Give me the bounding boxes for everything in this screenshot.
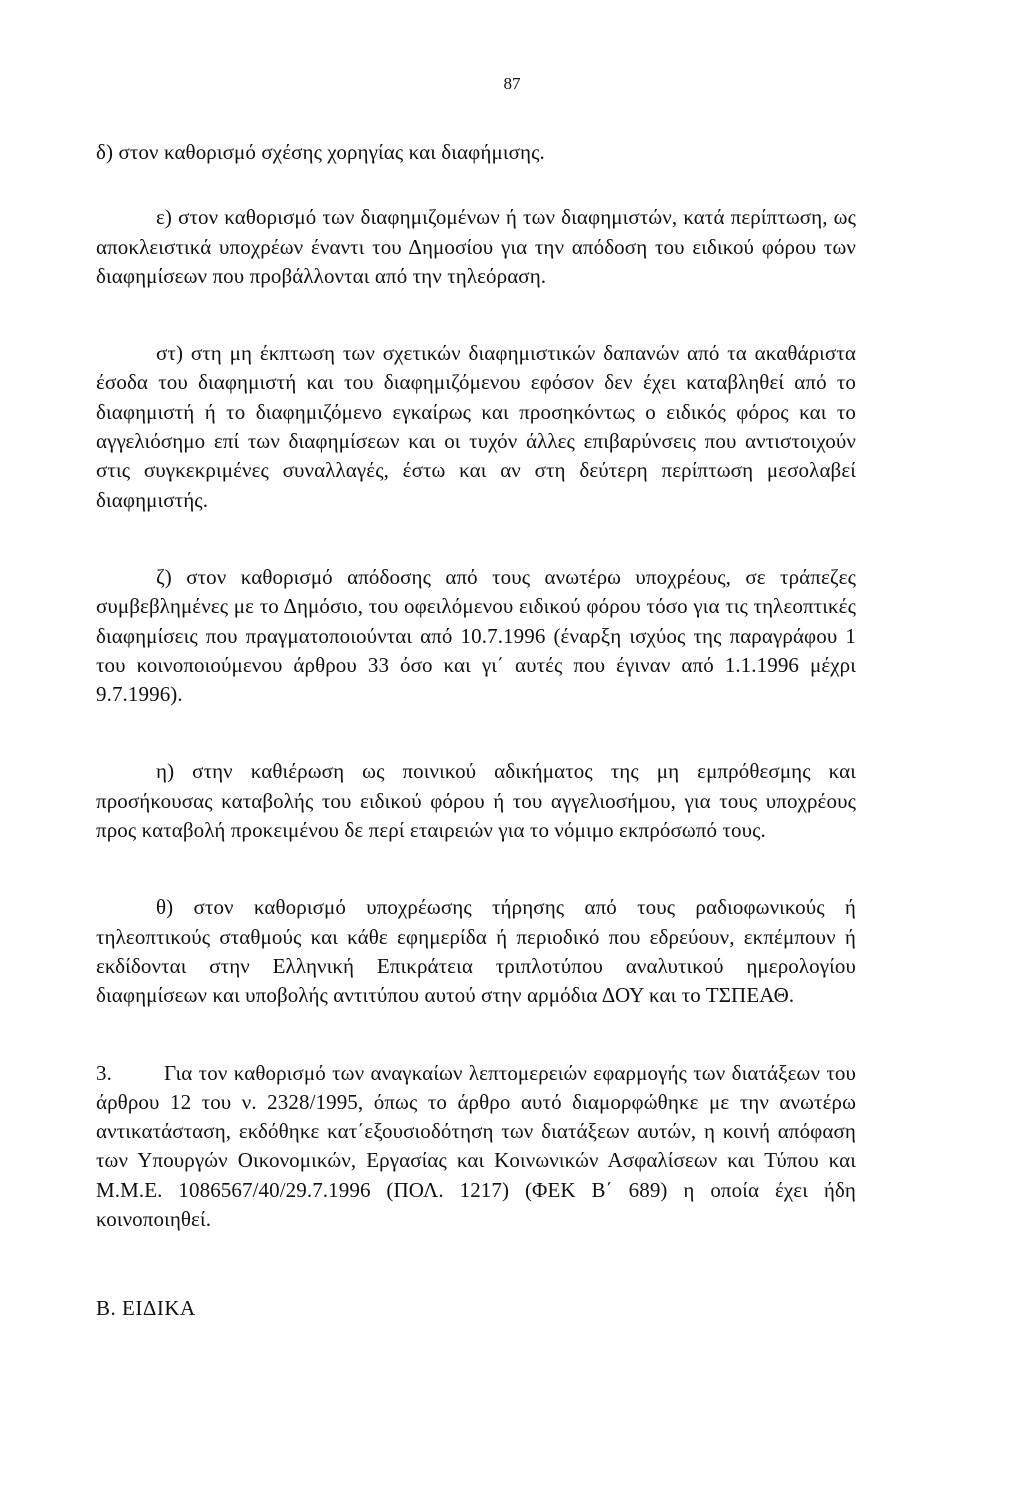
page-number: 87 [503,74,521,93]
paragraph-text: Για τον καθορισμό των αναγκαίων λεπτομερειών εφαρμογής των διατάξεων του άρθρου 12 του ν. 2328/1995, όπως το άρθρο αυτό διαμορφώθηκε με την ανωτέρω αντικατάσταση, εκδόθηκε κατ΄εξουσιοδότηση των διατάξεων αυτών, η κοινή απόφαση των Υπουργών Οικονομικών, Εργασίας και Κοινωνικών Ασφαλίσεων και Τύπου και Μ.Μ.Ε. 1086567/40/29.7.1996 (ΠΟΛ. 1217) (ΦΕΚ Β΄ 689) η οποία έχει ήδη κοινοποιηθεί. [96,1060,856,1232]
document-body [96,138,856,1324]
paragraph-eta: η) στην καθιέρωση ως ποινικού αδικήματος της μη εμπρόθεσμης και προσήκουσας καταβολής του ειδικού φόρου ή του αγγελιοσήμου, για τους υποχρέους προς καταβολή προκειμένου δε περί εταιρειών για το νόμιμο εκπρόσωπό τους. [96,759,856,843]
paragraph-st: στ) στη μη έκπτωση των σχετικών διαφημιστικών δαπανών από τα ακαθάριστα έσοδα του διαφημιστή και του διαφημιζόμενου εφόσον δεν έχει καταβληθεί από το διαφημιστή ή το διαφημιζόμενο εγκαίρως και προσηκόντως ο ειδικός φόρος και το αγγελιόσημο επί των διαφημίσεων και οι τυχόν άλλες επιβαρύνσεις που αντιστοιχούν στις συγκεκριμένες συναλλαγές, έστω και αν στη δεύτερη περίπτωση μεσολαβεί διαφημιστής. [96,341,856,512]
numbered-paragraph-3 [96,1059,856,1235]
paragraph-delta: δ) στον καθορισμό σχέσης χορηγίας και διαφήμισης. [96,140,545,164]
paragraph-number: 3. [96,1060,112,1085]
section-heading: Β. ΕΙΔΙΚΑ [96,1296,196,1321]
paragraph-epsilon: ε) στον καθορισμό των διαφημιζομένων ή των διαφημιστών, κατά περίπτωση, ως αποκλειστικά υποχρέων έναντι του Δημοσίου για την απόδοση του ειδικού φόρου των διαφημίσεων που προβάλλονται από την τηλεόραση. [96,205,856,288]
paragraph-theta: θ) στον καθορισμό υποχρέωσης τήρησης από τους ραδιοφωνικούς ή τηλεοπτικούς σταθμούς και κάθε εφημερίδα ή περιοδικό που εδρεύουν, εκπέμπουν ή εκδίδονται στην Ελληνική Επικράτεια τριπλοτύπου αναλυτικού ημερολογίου διαφημίσεων και υποβολής αντιτύπου αυτού στην αρμόδια ΔΟΥ και το ΤΣΠΕΑΘ. [96,895,856,1008]
paragraph-zeta: ζ) στον καθορισμό απόδοσης από τους ανωτέρω υποχρέους, σε τράπεζες συμβεβλημένες με το Δημόσιο, του οφειλόμενου ειδικού φόρου τόσο για τις τηλεοπτικές διαφημίσεις που πραγματοποιούνται από 10.7.1996 (έναρξη ισχύος της παραγράφου 1 του κοινοποιούμενου άρθρου 33 όσο και γι΄ αυτές που έγιναν από 1.1.1996 μέχρι 9.7.1996). [96,564,856,707]
